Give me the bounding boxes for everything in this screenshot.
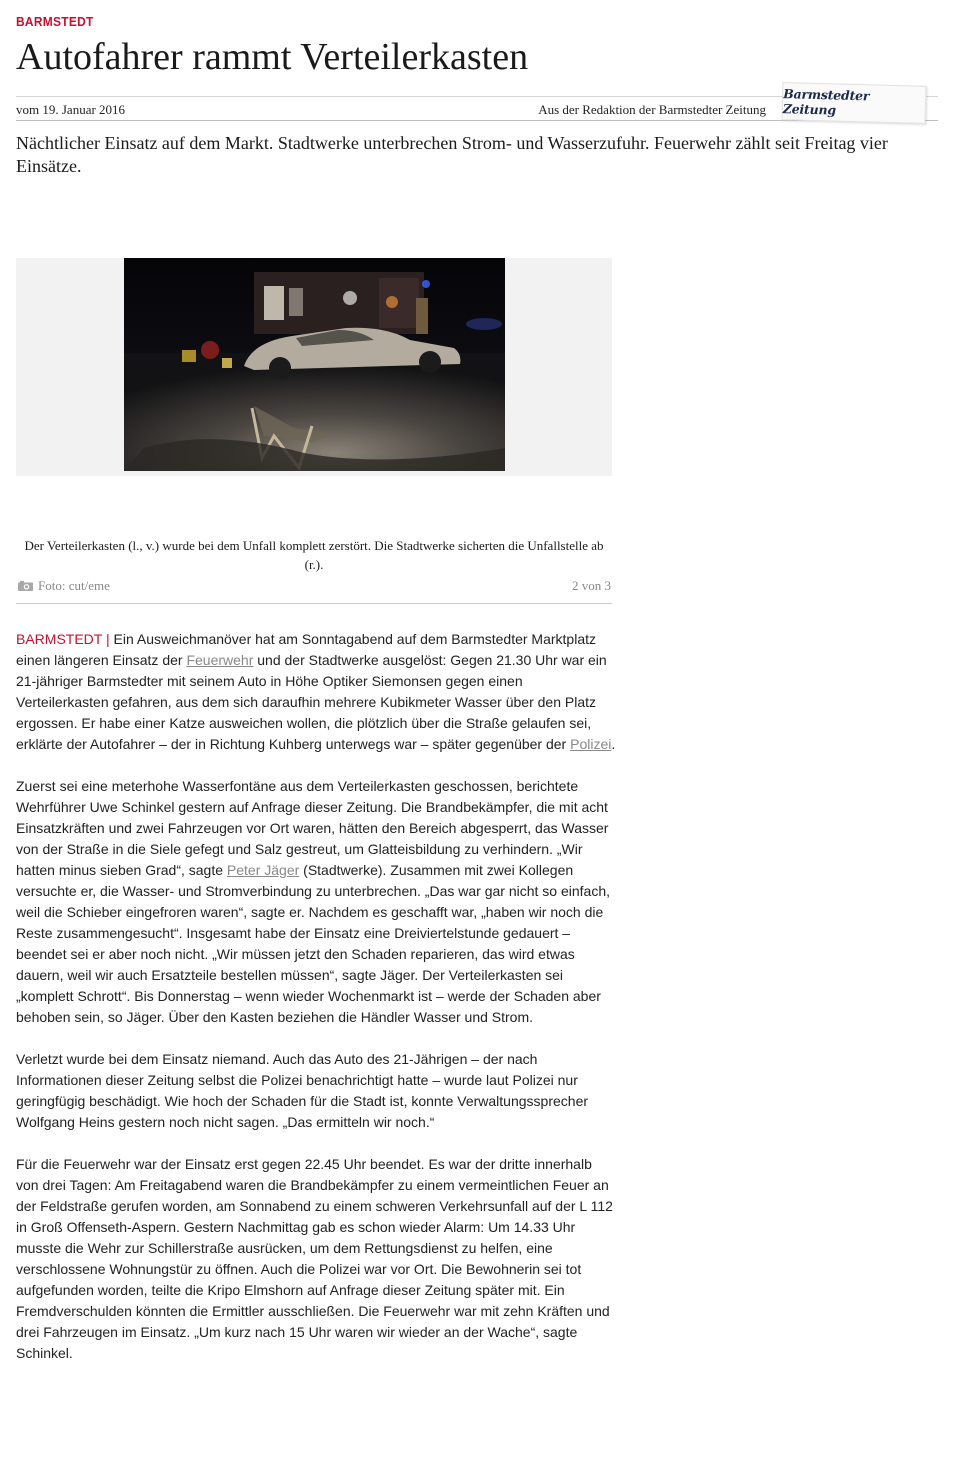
camera-icon bbox=[18, 581, 33, 591]
paragraph: Für die Feuerwehr war der Einsatz erst gegen 22.45 Uhr beendet. Es war der dritte innerhalb von drei Tagen: Am Freitagabend waren die Brandbekämpfer zu einem vermeintlichen Feuer an der Feldstraße gerufen worden, am Sonnabend zu einem schweren Verkehrsunfall auf der L 112 in Groß Offenseth-Aspern. Gestern Nachmittag gab es schon wieder Alarm: Um 14.33 Uhr musste die Wehr zur Schillerstraße ausrücken, um dem Rettungsdienst zu helfen, eine verschlossene Wohnungstür zu öffnen. Auch die Polizei war vor Ort. Die Bewohnerin sei tot aufgefunden worden, teilte die Kripo Elmshorn auf Anfrage dieser Zeitung später mit. Ein Fremdverschulden könnten die Ermittler ausschließen. Die Feuerwehr war mit zehn Kräften und drei Fahrzeugen im Einsatz. „Um kurz nach 15 Uhr waren wir wieder an der Wache“, sagte Schinkel. bbox=[16, 1156, 613, 1361]
source-line: Aus der Redaktion der Barmstedter Zeitung bbox=[538, 102, 766, 117]
image-gallery[interactable] bbox=[16, 258, 612, 476]
newspaper-logo[interactable] bbox=[782, 82, 927, 124]
logo-text: Barmstedter Zeitung bbox=[782, 86, 870, 118]
paragraph bbox=[16, 776, 616, 1028]
link-polizei[interactable]: Polizei bbox=[570, 736, 612, 752]
link-feuerwehr[interactable]: Feuerwehr bbox=[186, 652, 254, 668]
paragraph: Verletzt wurde bei dem Einsatz niemand. Auch das Auto des 21-Jährigen – der nach Informationen dieser Zeitung selbst die Polizei benachrichtigt hatte – wurde laut Polizei nur geringfügig beschädigt. Wie hoch der Schaden für die Stadt ist, konnte Verwaltungssprecher Wolfgang Heins gestern noch nicht sagen. „Das ermitteln wir noch.“ bbox=[16, 1051, 589, 1130]
paragraph-text: (Stadtwerke). Zusammen mit zwei Kollegen versuchte er, die Wasser- und Stromverbindung zu unterbrechen. „Das war gar nicht so einfach, weil die Schieber eingefroren waren“, sagte er. Nachdem es geschafft war, „haben wir noch die Reste zusammengesucht“. Insgesamt habe der Einsatz eine Dreiviertelstunde gedauert – beendet sei er aber noch nicht. „Wir müssen jetzt den Schaden reparieren, das wird etwas dauern, weil wir auch Ersatzteile bestellen müssen“, sagte Jäger. Der Verteilerkasten sei „komplett Schrott“. Bis Donnerstag – wenn wieder Wochenmarkt ist – werde der Schaden aber behoben sein, so Jäger. Über den Kasten beziehen die Händler Wasser und Strom. bbox=[16, 862, 610, 1025]
paragraph-text: Zuerst sei eine meterhohe Wasserfontäne aus dem Verteilerkasten geschossen, berichtete Wehrführer Uwe Schinkel gestern auf Anfrage dieser Zeitung. Die Brandbekämpfer, die mit acht Einsatzkräften und zwei Fahrzeugen vor Ort waren, hätten den Bereich abgesperrt, das Wasser von der Straße in die Siele gefegt und Salz gestreut, um Glatteisbildung zu verhindern. „Wir hatten minus sieben Grad“, sagte bbox=[16, 778, 609, 878]
teaser: Nächtlicher Einsatz auf dem Markt. Stadtwerke unterbrechen Strom- und Wasserzufuhr. Feuerwehr zählt seit Freitag vier Einsätze. bbox=[16, 133, 888, 176]
paragraph-text: und der Stadtwerke ausgelöst: Gegen 21.30 Uhr war ein 21-jähriger Barmstedter mit seinem Auto in Höhe Optiker Siemonsen gegen einen Verteilerkasten gefahren, aus dem sich daraufhin mehrere Kubikmeter Wasser über den Platz ergossen. Er habe einer Katze ausweichen wollen, die plötzlich über die Straße gelaufen sei, erklärte der Autofahrer – der in Richtung Kuhberg unterwegs war – später gegenüber der bbox=[16, 652, 607, 752]
link-peter-jaeger[interactable]: Peter Jäger bbox=[226, 862, 300, 878]
paragraph-text: . bbox=[611, 736, 616, 752]
photo-night-accident-icon bbox=[124, 258, 505, 471]
divider bbox=[16, 603, 612, 604]
dateline: BARMSTEDT | bbox=[16, 631, 110, 647]
article-body bbox=[16, 629, 616, 1385]
paragraph bbox=[16, 629, 616, 755]
image-caption: Der Verteilerkasten (l., v.) wurde bei dem Unfall komplett zerstört. Die Stadtwerke sicherten die Unfallstelle ab (r.). bbox=[24, 538, 604, 572]
gallery-counter: 2 von 3 bbox=[572, 578, 611, 593]
paragraph-text: Ein Ausweichmanöver hat am Sonntagabend auf dem Barmstedter Marktplatz einen längeren Einsatz der bbox=[16, 631, 596, 668]
gallery-photo[interactable] bbox=[124, 258, 505, 471]
headline: Autofahrer rammt Verteilerkasten bbox=[16, 36, 529, 78]
photo-credit-row bbox=[16, 578, 612, 596]
photo-credit: Foto: cut/eme bbox=[38, 578, 110, 593]
kicker[interactable]: BARMSTEDT bbox=[16, 14, 94, 29]
publish-date: vom 19. Januar 2016 bbox=[16, 102, 126, 117]
